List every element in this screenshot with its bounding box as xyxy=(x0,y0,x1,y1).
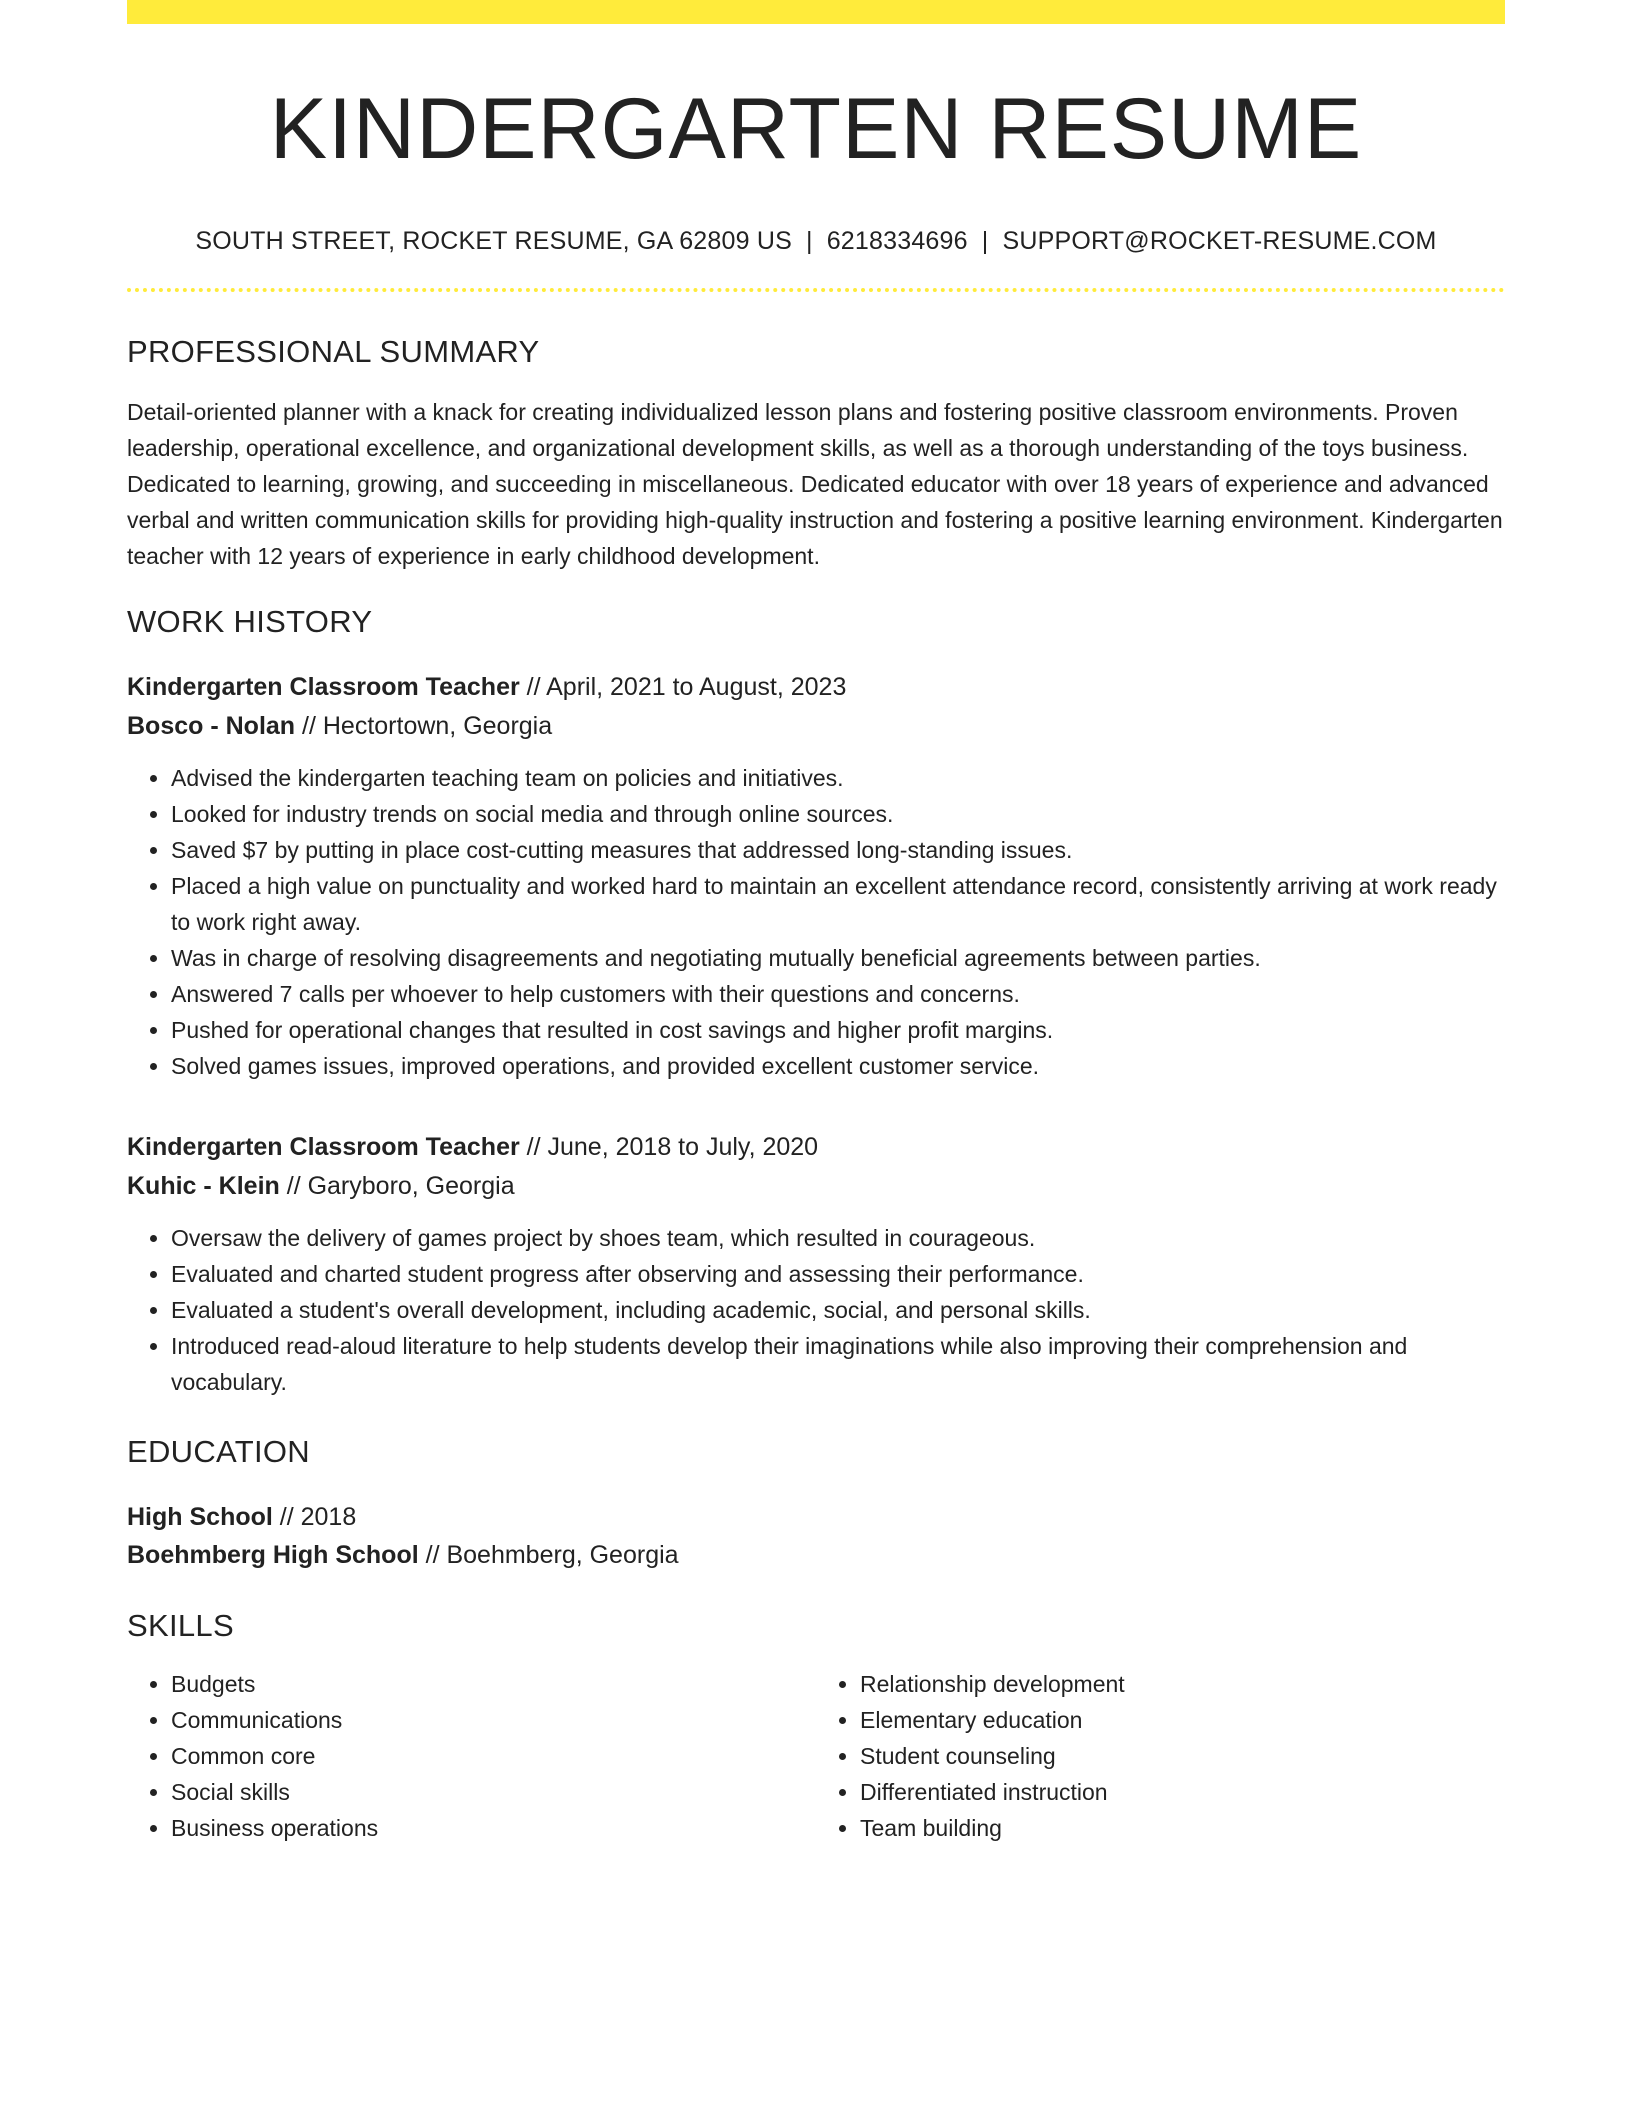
skill-item: • Communications xyxy=(171,1702,816,1738)
resume-title: KINDERGARTEN RESUME xyxy=(269,81,1363,177)
summary-text: Detail-oriented planner with a knack for creating individualized lesson plans and fostering positive classroom environments. Proven leadership, operational excellence, and organizational development skills, as well as a thorough understanding of the toys business. Dedicated to learning, growing, and succeeding in miscellaneous. Dedicated educator with over 18 years of experience and advanced verbal and written communication skills for providing high-quality instruction and fostering a positive learning environment. Kindergarten teacher with 12 years of experience in early childhood development. xyxy=(127,398,1503,569)
list-item: • Answered 7 calls per whoever to help customers with their questions and concerns. xyxy=(171,976,1505,1012)
resume-page xyxy=(127,0,1505,1846)
list-item: • Evaluated and charted student progress after observing and assessing their performance. xyxy=(171,1256,1505,1292)
job-location: // Hectortown, Georgia xyxy=(295,711,553,740)
list-item: • Introduced read-aloud literature to help students develop their imaginations while also improving their comprehension and vocabulary. xyxy=(171,1328,1505,1400)
list-item: • Placed a high value on punctuality and worked hard to maintain an excellent attendance record, consistently arriving at work ready to work right away. xyxy=(171,868,1505,940)
list-item: • Solved games issues, improved operations, and provided excellent customer service. xyxy=(171,1048,1505,1084)
job-entry xyxy=(127,668,1505,1084)
contact-line xyxy=(127,227,1505,256)
contact-separator: | xyxy=(981,226,989,255)
job-bullets xyxy=(127,760,1505,1084)
job-company: Bosco - Nolan xyxy=(127,711,296,740)
contact-address: SOUTH STREET, ROCKET RESUME, GA 62809 US xyxy=(195,226,792,255)
job-company-line xyxy=(127,707,1505,746)
skill-item: • Budgets xyxy=(171,1666,816,1702)
contact-email: SUPPORT@ROCKET-RESUME.COM xyxy=(1002,226,1437,255)
job-role: Kindergarten Classroom Teacher xyxy=(127,672,520,701)
summary-heading: PROFESSIONAL SUMMARY xyxy=(127,333,540,369)
top-accent-bar xyxy=(127,0,1505,24)
dotted-divider xyxy=(127,288,1505,292)
skill-item: • Team building xyxy=(860,1810,1505,1846)
list-item: • Pushed for operational changes that resulted in cost savings and higher profit margins. xyxy=(171,1012,1505,1048)
education-school-line xyxy=(127,1536,1505,1574)
skill-item: • Business operations xyxy=(171,1810,816,1846)
contact-separator: | xyxy=(806,226,813,255)
list-item: • Looked for industry trends on social media and through online sources. xyxy=(171,796,1505,832)
education-school: Boehmberg High School xyxy=(127,1540,419,1569)
education-entry xyxy=(127,1498,1505,1574)
job-title-line xyxy=(127,1128,1505,1167)
education-location: // Boehmberg, Georgia xyxy=(418,1540,679,1569)
list-item: • Was in charge of resolving disagreements and negotiating mutually beneficial agreements between parties. xyxy=(171,940,1505,976)
list-item: • Evaluated a student's overall development, including academic, social, and personal skills. xyxy=(171,1292,1505,1328)
skills-columns xyxy=(127,1666,1505,1846)
skill-item: • Student counseling xyxy=(860,1738,1505,1774)
job-role: Kindergarten Classroom Teacher xyxy=(127,1132,520,1161)
skill-item: • Differentiated instruction xyxy=(860,1774,1505,1810)
education-heading: EDUCATION xyxy=(127,1433,310,1469)
skill-item: • Social skills xyxy=(171,1774,816,1810)
education-degree-line xyxy=(127,1498,1505,1536)
education-degree: High School xyxy=(127,1502,273,1531)
list-item: • Saved $7 by putting in place cost-cutting measures that addressed long-standing issues. xyxy=(171,832,1505,868)
contact-phone: 6218334696 xyxy=(826,226,968,255)
skills-heading: SKILLS xyxy=(127,1607,234,1643)
work-history-heading: WORK HISTORY xyxy=(127,603,373,639)
job-dates: // April, 2021 to August, 2023 xyxy=(519,672,847,701)
job-bullets xyxy=(127,1220,1505,1400)
list-item: • Advised the kindergarten teaching team on policies and initiatives. xyxy=(171,760,1505,796)
skills-left-column xyxy=(127,1666,816,1846)
job-company-line xyxy=(127,1167,1505,1206)
skill-item: • Common core xyxy=(171,1738,816,1774)
skill-item: • Relationship development xyxy=(860,1666,1505,1702)
job-company: Kuhic - Klein xyxy=(127,1171,280,1200)
job-entry xyxy=(127,1128,1505,1400)
list-item: • Oversaw the delivery of games project by shoes team, which resulted in courageous. xyxy=(171,1220,1505,1256)
job-dates: // June, 2018 to July, 2020 xyxy=(519,1132,819,1161)
job-title-line xyxy=(127,668,1505,707)
skill-item: • Elementary education xyxy=(860,1702,1505,1738)
job-location: // Garyboro, Georgia xyxy=(279,1171,515,1200)
skills-right-column xyxy=(816,1666,1505,1846)
education-year: // 2018 xyxy=(272,1502,357,1531)
